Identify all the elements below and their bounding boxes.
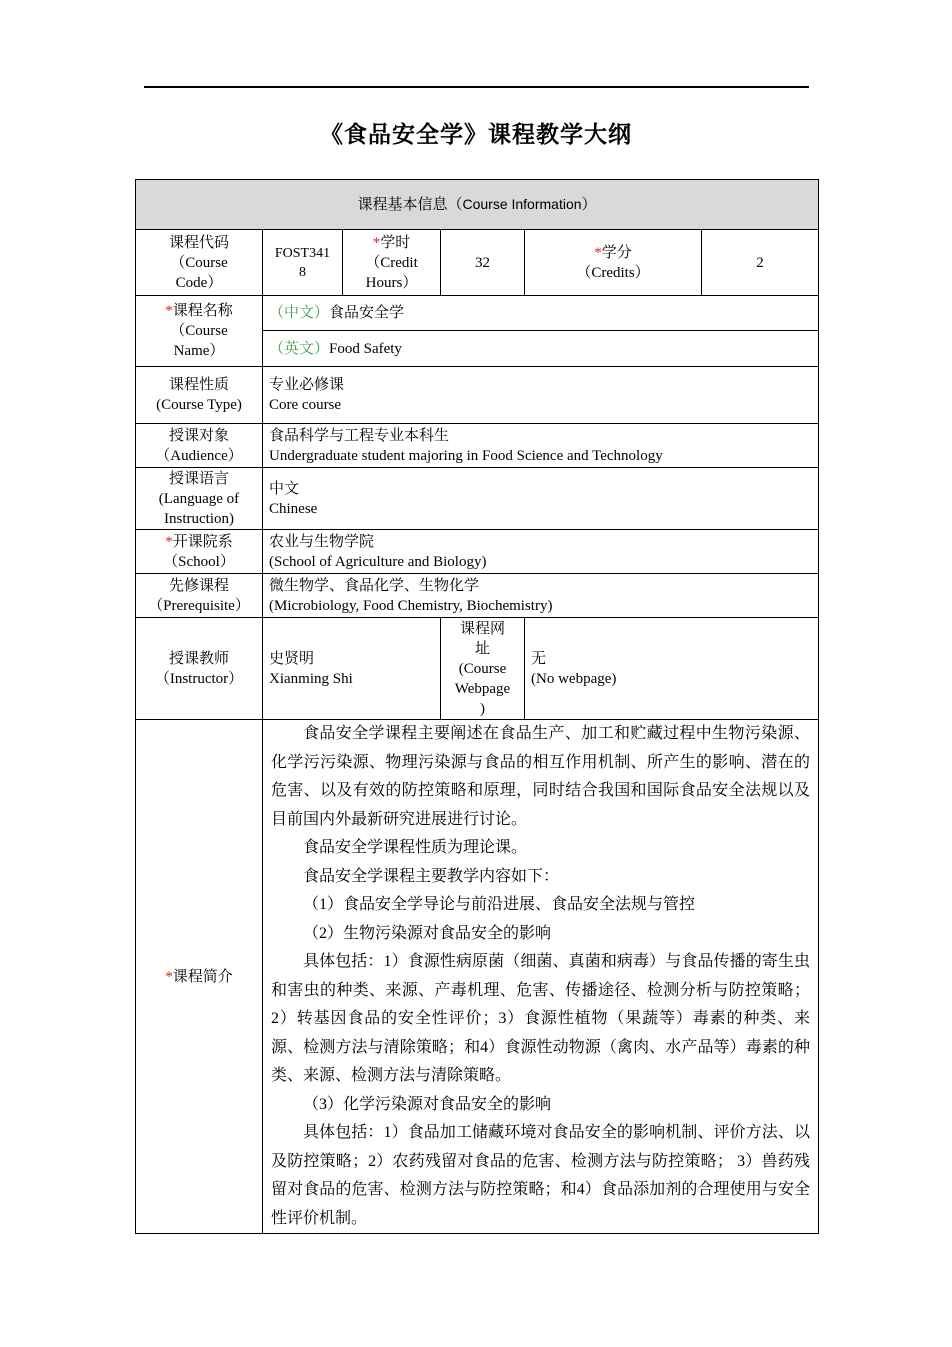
prerequisite-label: 先修课程 （Prerequisite） [136,574,263,618]
course-intro-label: *课程简介 [136,720,263,1234]
intro-paragraph: （1）食品安全学导论与前沿进展、食品安全法规与管控 [303,896,696,913]
language-label: 授课语言 (Language of Instruction) [136,468,263,530]
header-rule [144,86,809,88]
course-code-label: 课程代码 （Course Code） [136,230,263,296]
page-title: 《食品安全学》课程教学大纲 [320,122,632,148]
prerequisite-value: 微生物学、食品化学、生物化学 (Microbiology, Food Chemistry, Biochemistry) [263,574,819,618]
language-value: 中文 Chinese [263,468,819,530]
credit-hours-label: *学时 （Credit Hours） [343,230,441,296]
instructor-value: 史贤明 Xianming Shi [263,618,441,720]
course-name-en: （英文）Food Safety [263,331,819,367]
course-intro-text [263,720,819,1234]
school-label: *开课院系 （School） [136,530,263,574]
intro-paragraph: 食品安全学课程主要阐述在食品生产、加工和贮藏过程中生物污染源、化学污污染源、物理污染源与食品的相互作用机制、所产生的影响、潜在的危害、以及有效的防控策略和原理，同时结合我国和国际食品安全法规以及目前国内外最新研究进展进行讨论。 [271,725,810,828]
course-info-table [135,179,819,1234]
audience-label: 授课对象 （Audience） [136,424,263,468]
webpage-value: 无 (No webpage) [525,618,819,720]
intro-paragraph: 具体包括：1）食品加工储藏环境对食品安全的影响机制、评价方法、以及防控策略；2）农药残留对食品的危害、检测方法与防控策略； 3）兽药残留对食品的危害、检测方法与防控策略；和4）食品添加剂的合理使用与安全性评价机制。 [271,1124,810,1227]
credit-hours-value: 32 [441,230,525,296]
intro-paragraph: 食品安全学课程主要教学内容如下： [303,867,560,885]
instructor-label: 授课教师 （Instructor） [136,618,263,720]
credits-value: 2 [702,230,819,296]
course-type-label: 课程性质 (Course Type) [136,367,263,424]
audience-value: 食品科学与工程专业本科生 Undergraduate student majoring in Food Science and Technology [263,424,819,468]
intro-paragraph: 食品安全学课程性质为理论课。 [303,839,528,856]
webpage-label: 课程网 址 (Course Webpage ) [441,618,525,720]
intro-paragraph: （3）化学污染源对食品安全的影响 [303,1095,552,1113]
course-name-cn: （中文）食品安全学 [263,296,819,331]
school-value: 农业与生物学院 (School of Agriculture and Biology) [263,530,819,574]
intro-paragraph: （2）生物污染源对食品安全的影响 [303,924,552,942]
course-name-label: *课程名称 （Course Name） [136,296,263,367]
section-header: 课程基本信息（Course Information） [136,180,819,230]
intro-paragraph: 具体包括：1）食源性病原菌（细菌、真菌和病毒）与食品传播的寄生虫和害虫的种类、来源、产毒机理、危害、传播途径、检测分析与防控策略；2）转基因食品的安全性评价；3）食源性植物（果蔬等）毒素的种类、来源、检测方法与清除策略；和4）食源性动物源（禽肉、水产品等）毒素的种类、来源、检测方法与清除策略。 [271,953,810,1084]
credits-label: *学分 （Credits） [525,230,702,296]
course-code-value: FOST341 8 [263,230,343,296]
course-type-value: 专业必修课 Core course [263,367,819,424]
